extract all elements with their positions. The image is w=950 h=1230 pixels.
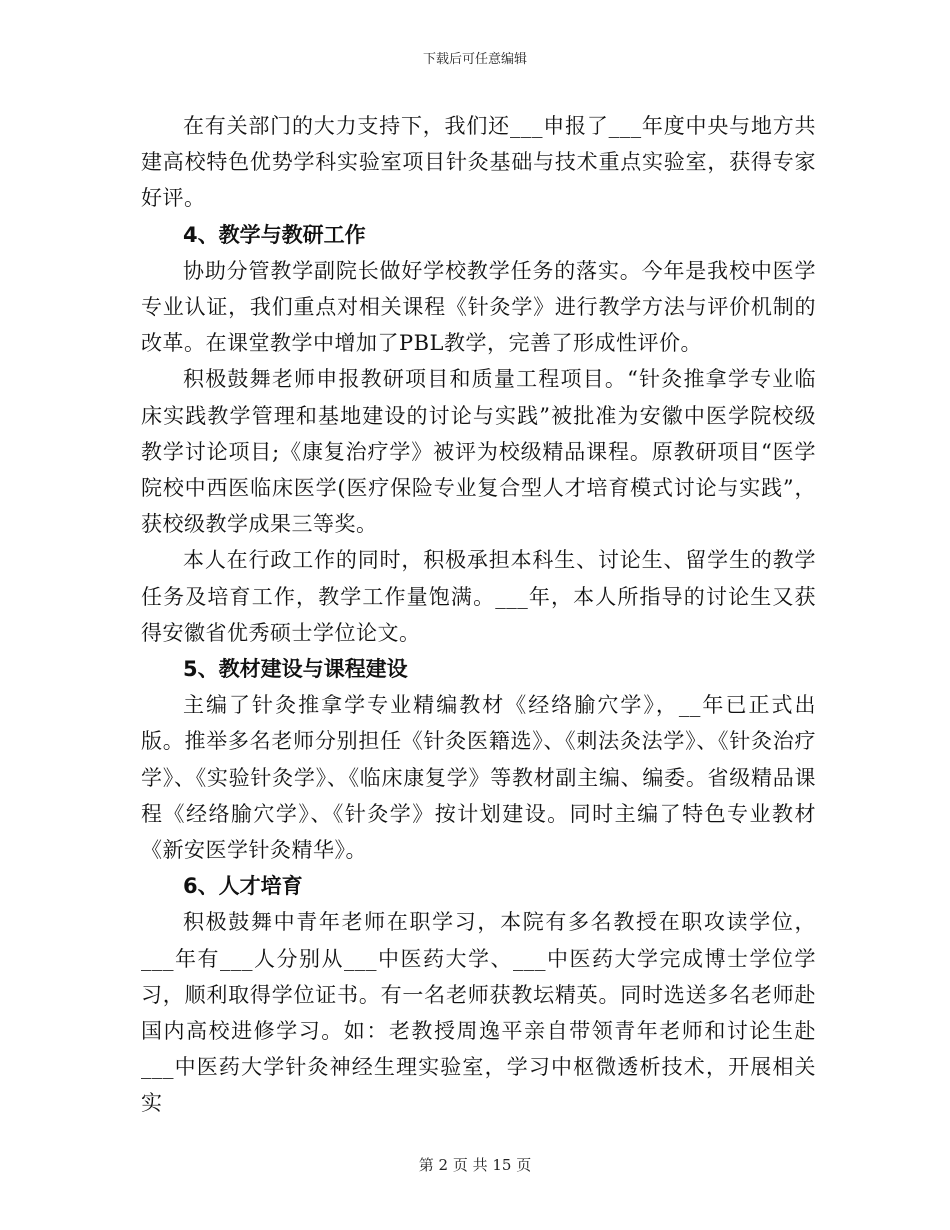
page-footer: 第 2 页 共 15 页: [418, 1156, 532, 1174]
document-body: [141, 108, 816, 1122]
section-heading-talent: 6、人才培育: [183, 874, 303, 899]
paragraph-talent-training: 积极鼓舞中青年老师在职学习，本院有多名教授在职攻读学位，___年有___人分别从___中医药大学、___中医药大学完成博士学位学习，顺利取得学位证书。有一名老师获教坛精英。同时选送多名老师赴国内高校进修学习。如：老教授周逸平亲自带领青年老师和讨论生赴___中医药大学针灸神经生理实验室，学习中枢微透析技术，开展相关实: [141, 910, 816, 1116]
paragraph-teaching-workload: 本人在行政工作的同时，积极承担本科生、讨论生、留学生的教学任务及培育工作，教学工作量饱满。___年，本人所指导的讨论生又获得安徽省优秀硕士学位论文。: [141, 548, 816, 645]
paragraph-lab-application: 在有关部门的大力支持下，我们还___申报了___年度中央与地方共建高校特色优势学科实验室项目针灸基础与技术重点实验室，获得专家好评。: [141, 114, 816, 211]
paragraph-textbook-construction: 主编了针灸推拿学专业精编教材《经络腧穴学》，__年已正式出版。推举多名老师分别担任《针灸医籍选》、《刺法灸法学》、《针灸治疗学》、《实验针灸学》、《临床康复学》等教材副主编、编委。省级精品课程《经络腧穴学》、《针灸学》按计划建设。同时主编了特色专业教材《新安医学针灸精华》。: [141, 693, 816, 863]
paragraph-teaching-tasks: 协助分管教学副院长做好学校教学任务的落实。今年是我校中医学专业认证，我们重点对相关课程《针灸学》进行教学方法与评价机制的改革。在课堂教学中增加了PBL教学，完善了形成性评价。: [141, 258, 816, 356]
section-heading-teaching: 4、教学与教研工作: [183, 222, 366, 247]
paragraph-research-projects: 积极鼓舞老师申报教研项目和质量工程项目。“针灸推拿学专业临床实践教学管理和基地建设的讨论与实践”被批准为安徽中医学院校级教学讨论项目;《康复治疗学》被评为校级精品课程。原教研项目“医学院校中西医临床医学(医疗保险专业复合型人才培育模式讨论与实践”，获校级教学成果三等奖。: [141, 367, 816, 537]
page-header: 下载后可任意编辑: [422, 52, 527, 67]
section-heading-textbooks: 5、教材建设与课程建设: [183, 657, 408, 682]
